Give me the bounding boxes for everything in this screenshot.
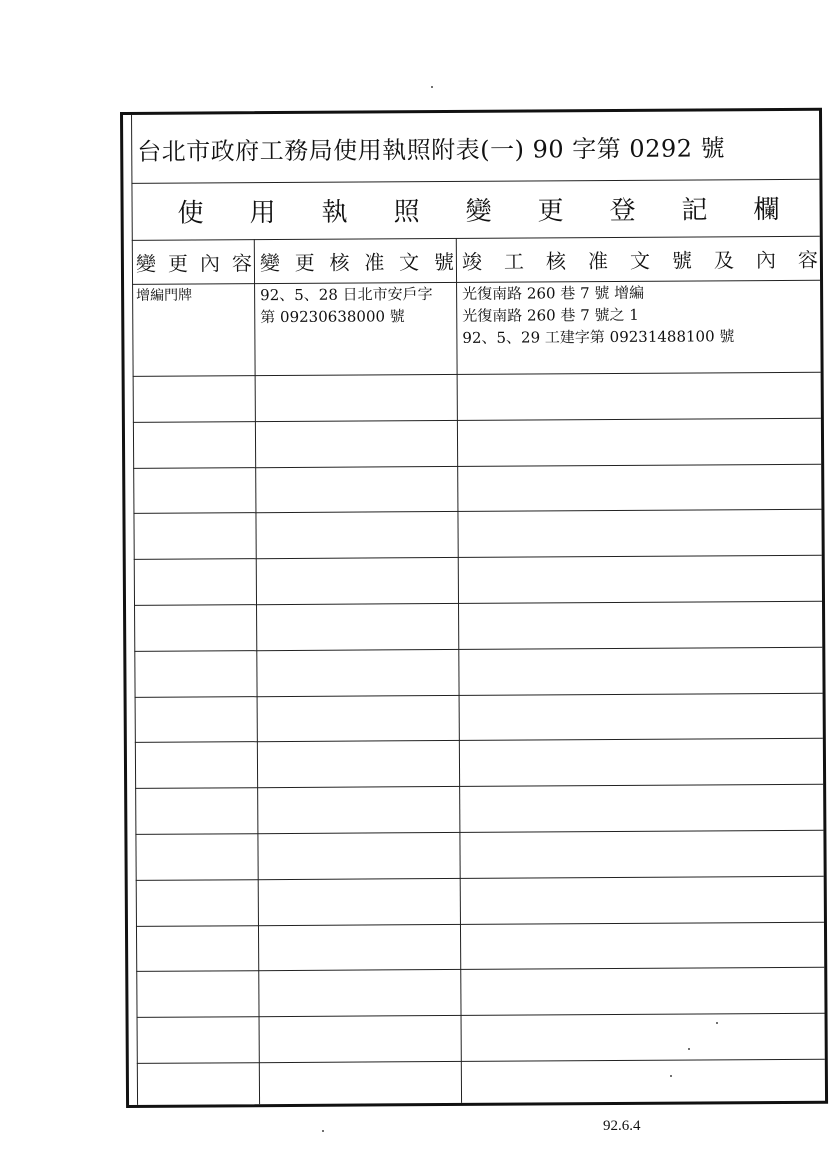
column-header-completion — [458, 236, 820, 282]
header-char: 更 — [167, 251, 188, 276]
header-char: 竣 — [461, 249, 482, 274]
section-char: 登 — [609, 195, 636, 227]
section-char: 用 — [249, 198, 276, 229]
table-row-line — [133, 418, 821, 423]
table-row-line — [136, 921, 824, 926]
entry-line: 光復南路 260 巷 7 號之 1 — [462, 305, 639, 325]
scan-speck — [688, 1048, 690, 1050]
column-header-approval-no — [256, 238, 456, 283]
header-char: 工 — [503, 249, 524, 274]
header-char: 文 — [399, 249, 420, 274]
entry-change-content: 增編門牌 — [136, 287, 193, 304]
section-heading — [131, 179, 819, 241]
table-row-line — [133, 463, 821, 468]
header-char: 准 — [364, 249, 385, 275]
section-char: 執 — [321, 197, 348, 228]
column-divider — [456, 238, 462, 1103]
entry-approval-no — [260, 283, 456, 328]
header-char: 變 — [135, 251, 156, 276]
column-header-row — [132, 236, 820, 285]
table-row-line — [135, 738, 823, 743]
header-char: 內 — [199, 250, 220, 276]
header-char: 更 — [294, 250, 315, 275]
scan-speck — [670, 1075, 672, 1077]
entry-completion — [462, 281, 734, 349]
section-char: 使 — [177, 198, 204, 229]
header-char: 准 — [587, 248, 608, 273]
header-char: 號 — [433, 249, 454, 274]
table-row-line — [137, 1013, 825, 1018]
section-char: 更 — [537, 196, 564, 227]
section-char: 照 — [393, 197, 420, 228]
header-char: 號 — [671, 248, 692, 273]
header-char: 變 — [259, 250, 280, 275]
header-char: 核 — [329, 250, 350, 275]
table-row-line — [134, 555, 822, 560]
form-title: 台北市政府工務局使用執照附表(一) 90 字第 0292 號 — [131, 111, 819, 184]
change-registration-form — [120, 108, 828, 1108]
header-char: 容 — [231, 250, 252, 275]
entry-line: 92、5、29 工建字第 09231488100 號 — [462, 327, 735, 347]
table-row-line — [135, 692, 823, 697]
entry-line: 光復南路 260 巷 7 號 增編 — [462, 283, 645, 303]
table-row-line — [136, 876, 824, 881]
header-char: 容 — [797, 247, 818, 272]
header-char: 文 — [629, 248, 650, 273]
table-row-line — [133, 372, 821, 377]
section-char: 記 — [681, 195, 708, 226]
scan-speck — [431, 86, 433, 88]
scan-speck — [322, 1130, 324, 1132]
section-char: 變 — [465, 196, 492, 227]
column-header-change-content — [132, 239, 254, 284]
header-char: 及 — [713, 247, 734, 272]
scan-speck — [716, 1022, 718, 1024]
table-row-line — [137, 1059, 825, 1064]
table-row-line — [135, 830, 823, 835]
table-row-line — [136, 967, 824, 972]
footer-date: 92.6.4 — [603, 1118, 641, 1134]
entry-line: 第 09230638000 號 — [260, 307, 405, 327]
entry-line: 92、5、28 日北市安戶字 — [260, 285, 433, 305]
table-row-line — [134, 601, 822, 606]
header-char: 內 — [755, 247, 776, 272]
header-char: 核 — [545, 248, 566, 273]
column-divider — [254, 239, 260, 1104]
table-row-line — [133, 509, 821, 514]
section-char: 欄 — [753, 194, 780, 226]
table-row-line — [134, 647, 822, 652]
table-row-line — [135, 784, 823, 789]
